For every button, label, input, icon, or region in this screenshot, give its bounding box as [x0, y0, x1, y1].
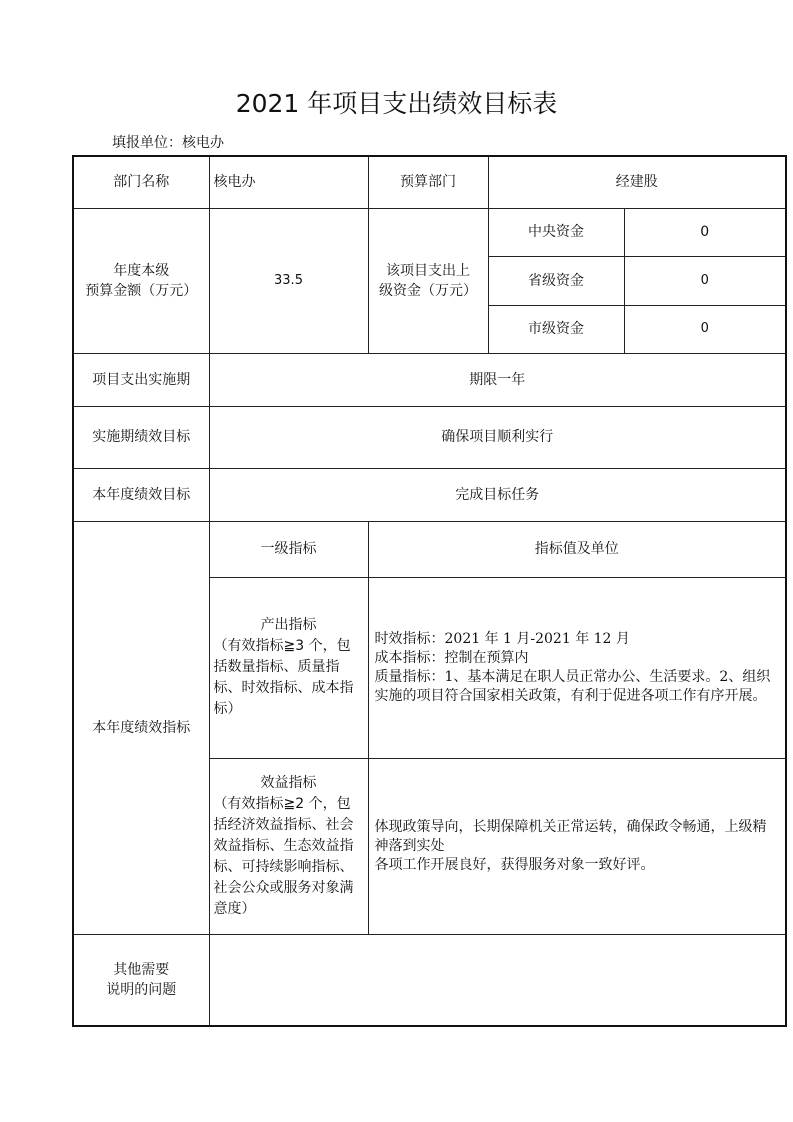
period-value: 期限一年 — [209, 353, 786, 406]
benefit-value: 体现政策导向，长期保障机关正常运转，确保政令畅通，上级精神落到实处 各项工作开展良好，获得服务对象一致好评。 — [368, 758, 786, 934]
central-funds-value: 0 — [624, 208, 786, 256]
page-title: 2021 年项目支出绩效目标表 — [235, 89, 558, 118]
output-indicator — [209, 577, 368, 758]
budget-dept-label: 预算部门 — [368, 156, 488, 208]
indicators-label: 本年度绩效指标 — [73, 521, 209, 934]
period-goal-label: 实施期绩效目标 — [73, 406, 209, 468]
output-value: 时效指标：2021 年 1 月-2021 年 12 月 成本指标：控制在预算内 质量指标：1、基本满足在职人员正常办公、生活要求。2、组织实施的项目符合国家相关政策，有利于促进各项工作有序开展。 — [368, 577, 786, 758]
provincial-funds-value: 0 — [624, 256, 786, 305]
city-funds-label: 市级资金 — [488, 305, 624, 353]
benefit-indicator — [209, 758, 368, 934]
other-value — [209, 934, 786, 1026]
period-goal-value: 确保项目顺利实行 — [209, 406, 786, 468]
period-label: 项目支出实施期 — [73, 353, 209, 406]
benefit-title: 效益指标 — [260, 774, 317, 791]
year-goal-label: 本年度绩效目标 — [73, 468, 209, 521]
year-goal-value: 完成目标任务 — [209, 468, 786, 521]
upper-funds-label: 该项目支出上 级资金（万元） — [368, 208, 488, 353]
indicators-col2-header: 指标值及单位 — [368, 521, 786, 577]
output-title: 产出指标 — [260, 617, 317, 633]
city-funds-value: 0 — [624, 305, 786, 353]
central-funds-label: 中央资金 — [488, 208, 624, 256]
provincial-funds-label: 省级资金 — [488, 256, 624, 305]
annual-budget-value: 33.5 — [209, 208, 368, 353]
budget-dept-value: 经建股 — [488, 156, 786, 208]
other-label: 其他需要 说明的问题 — [73, 934, 209, 1026]
annual-budget-label: 年度本级 预算金额（万元） — [73, 208, 209, 353]
performance-table — [72, 155, 787, 1027]
benefit-note: （有效指标≧2 个，包括经济效益指标、社会效益指标、生态效益指标、可持续影响指标、社会公众或服务对象满意度） — [213, 795, 354, 917]
indicators-col1-header: 一级指标 — [209, 521, 368, 577]
output-note: （有效指标≧3 个，包括数量指标、质量指标、时效指标、成本指标） — [213, 638, 354, 717]
dept-label: 部门名称 — [73, 156, 209, 208]
dept-value: 核电办 — [209, 156, 368, 208]
reporting-unit: 填报单位：核电办 — [112, 135, 224, 151]
